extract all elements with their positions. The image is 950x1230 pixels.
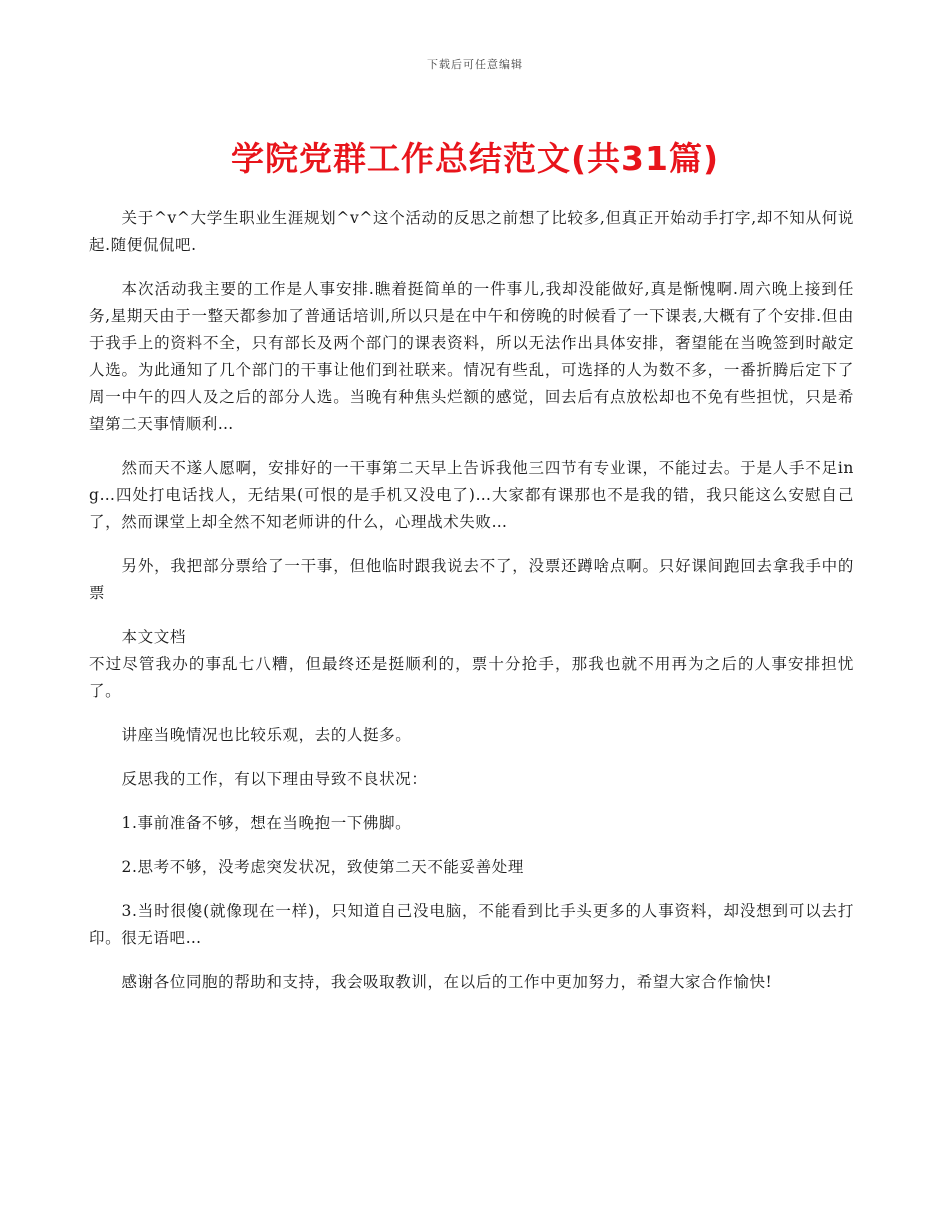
list-item-3: 3.当时很傻(就像现在一样)，只知道自己没电脑，不能看到比手头更多的人事资料，却没想到可以去打印。很无语吧…: [89, 902, 854, 947]
document-label: 本文文档: [121, 628, 186, 646]
paragraph-lecture: 讲座当晚情况也比较乐观，去的人挺多。: [121, 726, 412, 744]
document-body: [89, 205, 854, 1013]
paragraph-outcome: 不过尽管我办的事乱七八糟，但最终还是挺顺利的，票十分抢手，那我也就不用再为之后的人事安排担忧了。: [89, 655, 854, 700]
paragraph-main-work: 本次活动我主要的工作是人事安排.瞧着挺简单的一件事儿,我却没能做好,真是惭愧啊.周六晚上接到任务,星期天由于一整天都参加了普通话培训,所以只是在中午和傍晚的时候看了一下课表,大概有了个安排.但由于我手上的资料不全，只有部长及两个部门的课表资料，所以无法作出具体安排，奢望能在当晚签到时敲定人选。为此通知了几个部门的干事让他们到社联来。情况有些乱，可选择的人为数不多，一番折腾后定下了周一中午的四人及之后的部分人选。当晚有种焦头烂额的感觉，回去后有点放松却也不免有些担忧，只是希望第二天事情顺利…: [89, 280, 854, 433]
paragraph-tickets: 另外，我把部分票给了一干事，但他临时跟我说去不了，没票还蹲啥点啊。只好课间跑回去拿我手中的票: [89, 557, 854, 602]
document-title: 学院党群工作总结范文(共31篇): [230, 139, 720, 178]
paragraph-reflection: 反思我的工作，有以下理由导致不良状况：: [121, 770, 428, 788]
header-note: 下载后可任意编辑: [427, 58, 523, 71]
list-item-2: 2.思考不够，没考虑突发状况，致使第二天不能妥善处理: [121, 858, 524, 876]
paragraph-setback: 然而天不遂人愿啊，安排好的一干事第二天早上告诉我他三四节有专业课，不能过去。于是人手不足ing…四处打电话找人，无结果(可恨的是手机又没电了)…大家都有课那也不是我的错，我只能这么安慰自己了，然而课堂上却全然不知老师讲的什么，心理战术失败…: [89, 459, 854, 531]
paragraph-thanks: 感谢各位同胞的帮助和支持，我会吸取教训，在以后的工作中更加努力，希望大家合作愉快!: [121, 973, 773, 991]
paragraph-intro: 关于^v^大学生职业生涯规划^v^这个活动的反思之前想了比较多,但真正开始动手打字,却不知从何说起.随便侃侃吧.: [89, 209, 854, 254]
list-item-1: 1.事前准备不够，想在当晚抱一下佛脚。: [121, 814, 412, 832]
